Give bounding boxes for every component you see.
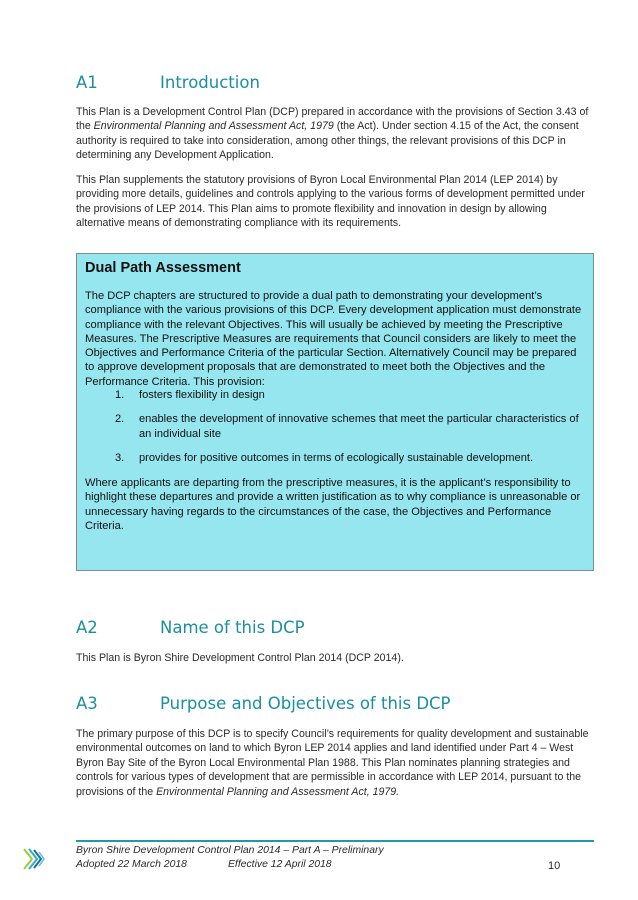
footer-document-title: Byron Shire Development Control Plan 2014 – Part A – Preliminary xyxy=(76,845,384,856)
act-title: Environmental Planning and Assessment Act, 1979 xyxy=(93,120,334,133)
section-heading-a1 xyxy=(76,73,260,92)
a2-paragraph-1: This Plan is Byron Shire Development Control Plan 2014 (DCP 2014). xyxy=(76,652,404,664)
section-title: Name of this DCP xyxy=(160,618,305,637)
section-title: Purpose and Objectives of this DCP xyxy=(160,694,451,713)
box-outro: Where applicants are departing from the prescriptive measures, it is the applicant’s responsibility to highlight these departures and provide a written justification as to why compliance is unreasonable or unnecessary having regards to the circumstances of the case, the Objectives and Performance Criteria. xyxy=(85,477,581,532)
a3-paragraph-1 xyxy=(76,727,596,799)
section-number: A1 xyxy=(76,73,98,92)
box-intro: The DCP chapters are structured to provide a dual path to demonstrating your development’s compliance with the various provisions of this DCP. Every development application must demonstrate compliance with the relevant Objectives. This will usually be achieved by meeting the Prescriptive Measures. The Prescriptive Measures are requirements that Council considers are likely to meet the Objectives and Performance Criteria of the particular Section. Alternatively Council may be prepared to approve development proposals that are demonstrated to meet both the Objectives and the Performance Criteria. This provision: xyxy=(85,290,582,388)
section-number: A3 xyxy=(76,694,98,713)
dual-path-assessment-box xyxy=(76,253,594,571)
a1-paragraph-1 xyxy=(76,105,596,163)
footer-adopted-date: Adopted 22 March 2018 xyxy=(76,859,187,870)
list-text: enables the development of innovative schemes that meet the particular characteristics of an individual site xyxy=(139,413,579,440)
list-text: provides for positive outcomes in terms of ecologically sustainable development. xyxy=(139,451,534,464)
section-heading-a3 xyxy=(76,694,451,713)
text-run: (the Act). Under section 4.15 of the Act, the consent authority is required to take into consideration, among other things, the relevant provisions of this DCP in determining any Development Application. xyxy=(76,120,579,162)
footer-effective-date: Effective 12 April 2018 xyxy=(228,859,332,870)
section-number: A2 xyxy=(76,618,98,637)
provision-list xyxy=(85,388,585,475)
section-title: Introduction xyxy=(160,73,260,92)
text-run: This Plan is a Development Control Plan (DCP) prepared in accordance with the provisions of Section 3.43 of the xyxy=(76,106,589,133)
list-item xyxy=(85,412,585,441)
list-number: 1. xyxy=(115,389,125,401)
box-title: Dual Path Assessment xyxy=(85,260,241,276)
a1-paragraph-2: This Plan supplements the statutory provisions of Byron Local Environmental Plan 2014 (LEP 2014) by providing more details, guidelines and controls applying to the various forms of development permitted under the provisions of LEP 2014. This Plan aims to promote flexibility and innovation in design by allowing alternative means of demonstrating compliance with its requirements. xyxy=(76,174,585,230)
list-number: 3. xyxy=(115,451,125,464)
list-item xyxy=(85,451,585,465)
page-number: 10 xyxy=(548,860,561,872)
list-text: fosters flexibility in design xyxy=(139,389,265,401)
section-heading-a2 xyxy=(76,618,305,637)
footer-rule xyxy=(76,840,594,842)
text-run: The primary purpose of this DCP is to specify Council’s requirements for quality development and sustainable environmental outcomes on land to which Byron LEP 2014 applies and land identified under Part 4 – West Byron Bay Site of the Byron Local Environmental Plan 1988. This Plan nominates planning strategies and controls for various types of development that are permissible in accordance with LEP 2014, pursuant to the provisions of the xyxy=(76,728,589,798)
list-item xyxy=(85,388,585,402)
list-number: 2. xyxy=(115,413,125,426)
byron-shire-logo-icon xyxy=(22,846,48,872)
act-title: Environmental Planning and Assessment Act, 1979. xyxy=(156,785,400,798)
